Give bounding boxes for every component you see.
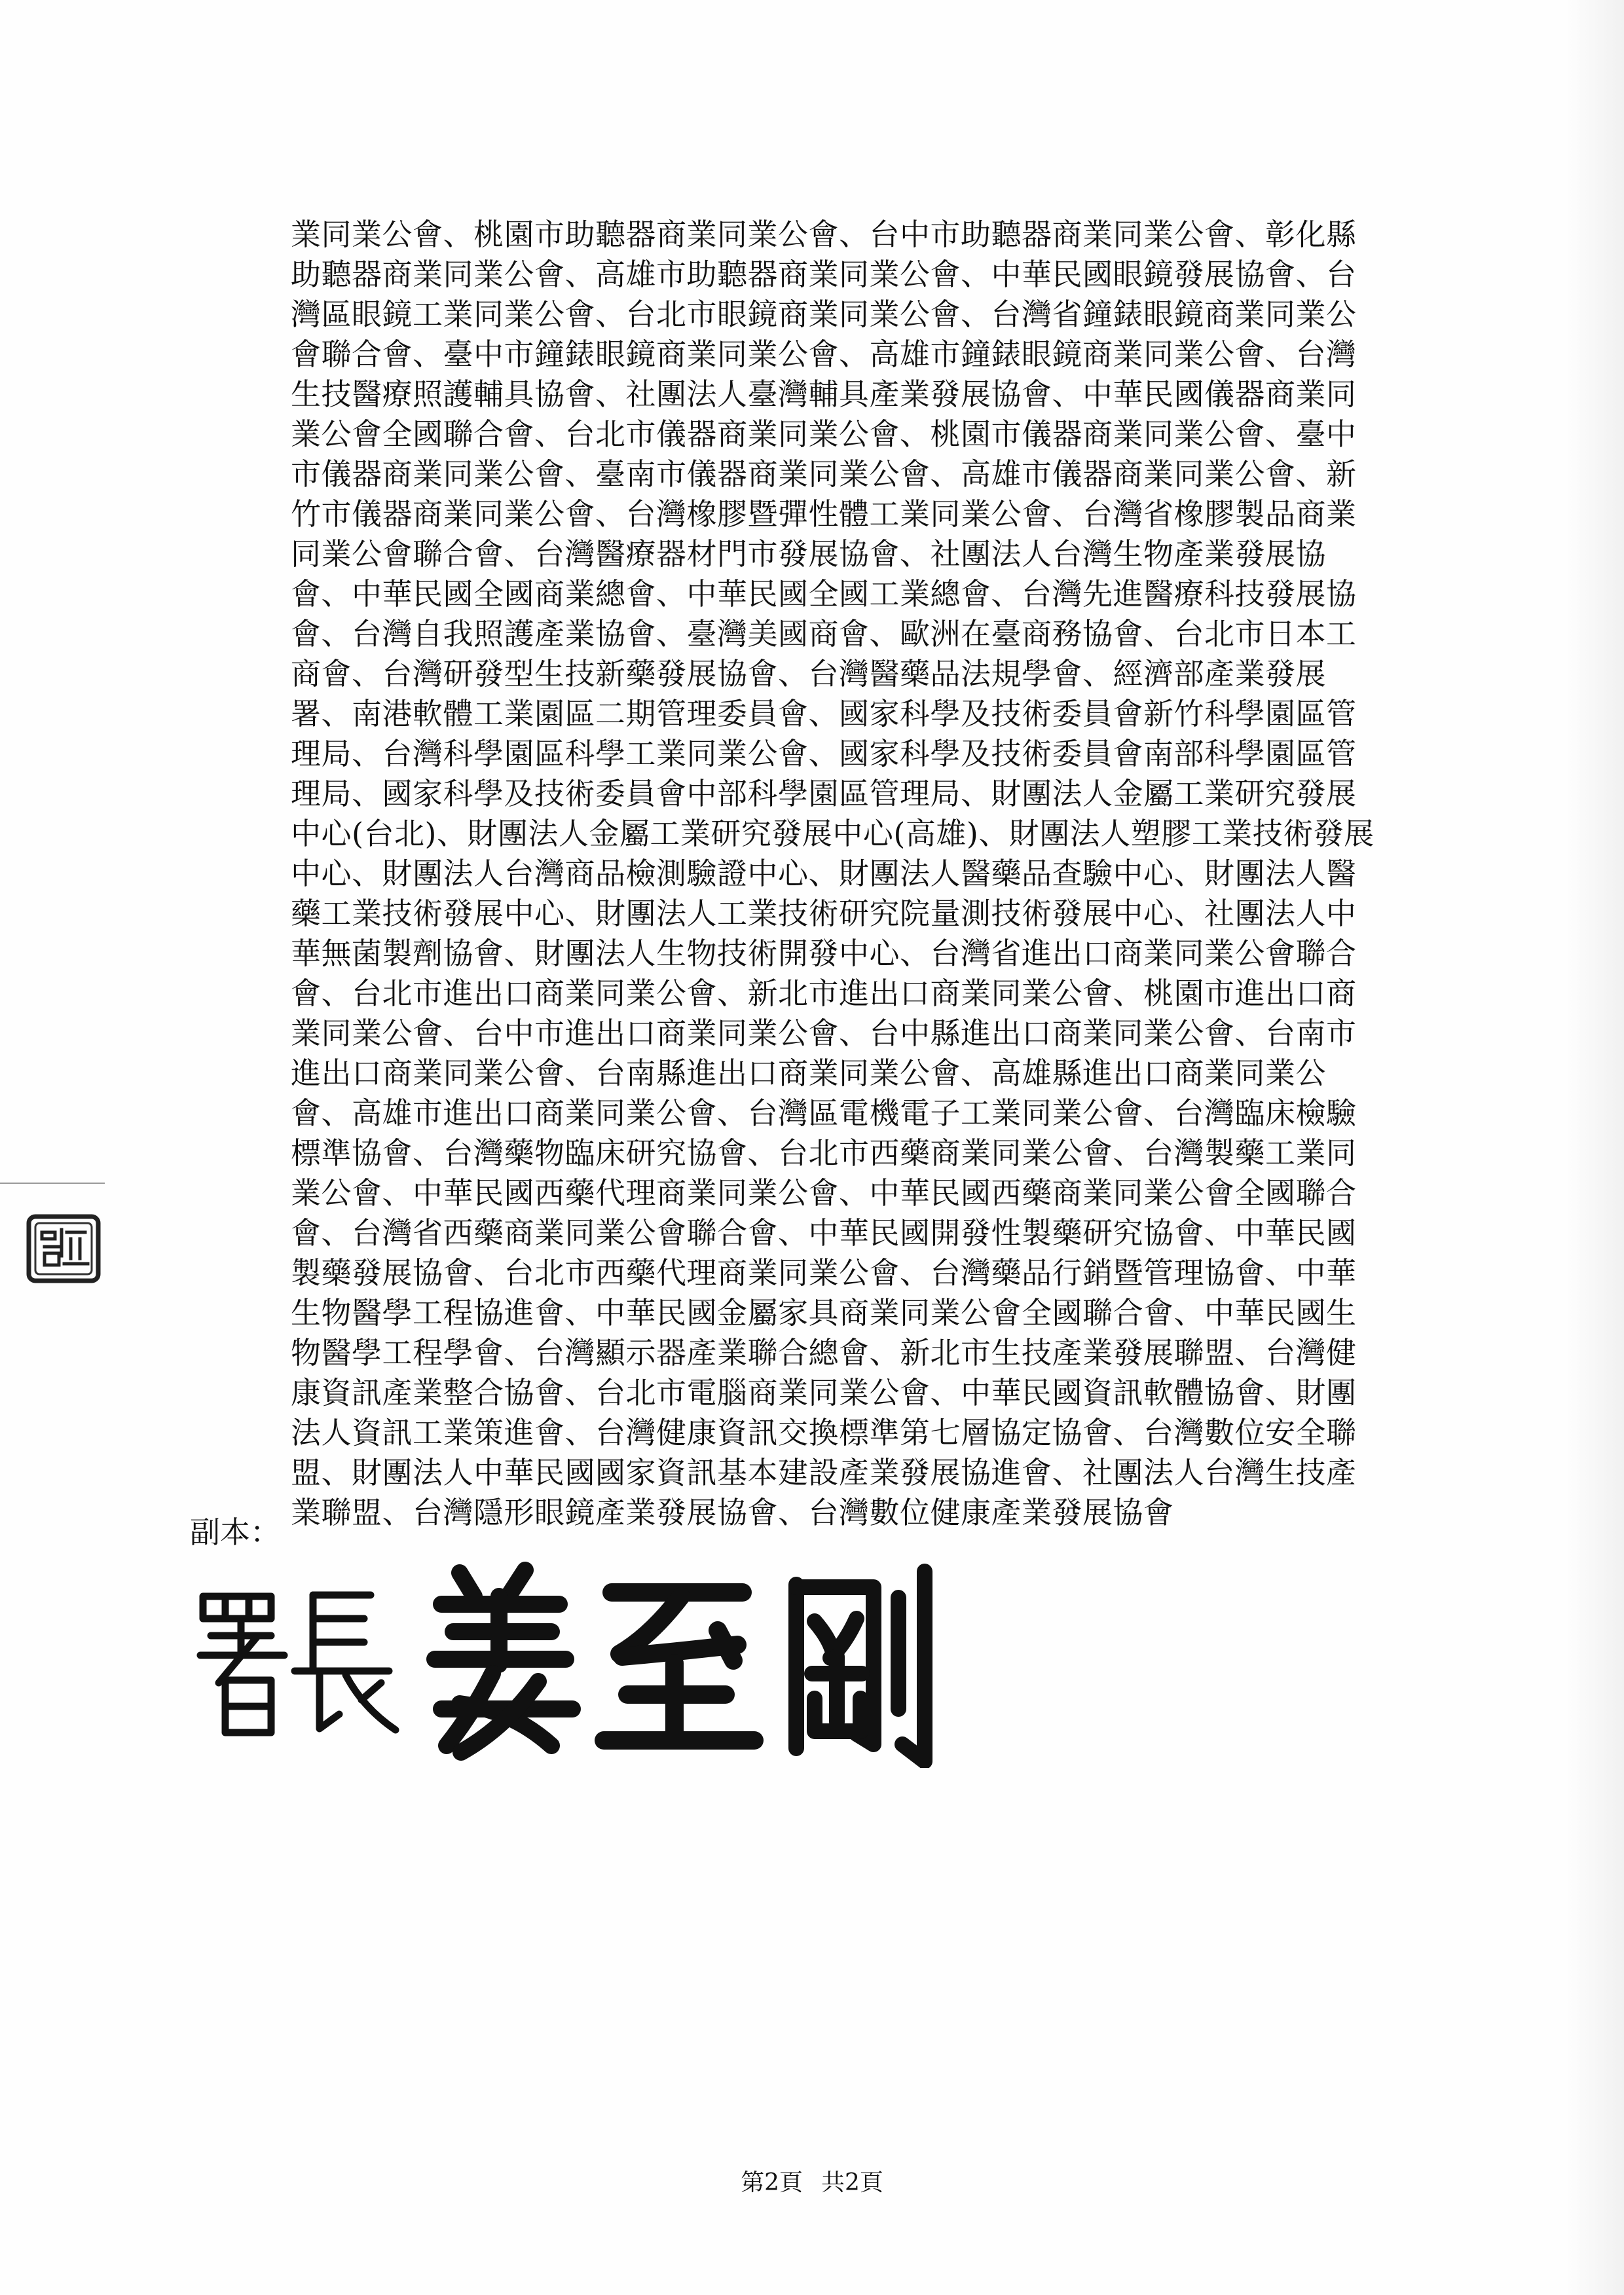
recipient-line: 康資訊產業整合協會、台北市電腦商業同業公會、中華民國資訊軟體協會、財團	[291, 1375, 1357, 1410]
recipient-line: 署、南港軟體工業園區二期管理委員會、國家科學及技術委員會新竹科學園區管	[291, 696, 1357, 731]
page-current: 第2頁	[741, 2169, 803, 2196]
perforation-seal-stamp	[25, 1210, 102, 1287]
recipient-line: 理局、台灣科學園區科學工業同業公會、國家科學及技術委員會南部科學園區管	[291, 736, 1357, 771]
recipient-line: 進出口商業同業公會、台南縣進出口商業同業公會、高雄縣進出口商業同業公	[291, 1056, 1326, 1091]
recipient-line: 灣區眼鏡工業同業公會、台北市眼鏡商業同業公會、台灣省鐘錶眼鏡商業同業公	[291, 297, 1357, 332]
recipient-line: 華無菌製劑協會、財團法人生物技術開發中心、台灣省進出口商業同業公會聯合	[291, 936, 1357, 971]
recipient-line: 業聯盟、台灣隱形眼鏡產業發展協會、台灣數位健康產業發展協會	[291, 1495, 1174, 1530]
recipient-line: 製藥發展協會、台北市西藥代理商業同業公會、台灣藥品行銷暨管理協會、中華	[291, 1255, 1357, 1291]
recipient-line: 會、台灣自我照護產業協會、臺灣美國商會、歐洲在臺商務協會、台北市日本工	[291, 616, 1357, 652]
recipient-line: 中心、財團法人台灣商品檢測驗證中心、財團法人醫藥品查驗中心、財團法人醫	[291, 856, 1357, 891]
recipient-line: 藥工業技術發展中心、財團法人工業技術研究院量測技術發展中心、社團法人中	[291, 896, 1357, 931]
recipient-line: 會聯合會、臺中市鐘錶眼鏡商業同業公會、高雄市鐘錶眼鏡商業同業公會、台灣	[291, 337, 1357, 372]
signature-calligraphy-image	[185, 1558, 938, 1768]
page-total: 共2頁	[821, 2169, 883, 2196]
page-number-footer	[0, 2167, 1624, 2199]
recipient-line: 生物醫學工程協進會、中華民國金屬家具商業同業公會全國聯合會、中華民國生	[291, 1295, 1357, 1331]
recipients-list	[291, 215, 1469, 1533]
recipient-line: 業公會全國聯合會、台北市儀器商業同業公會、桃園市儀器商業同業公會、臺中	[291, 416, 1357, 452]
recipient-line: 商會、台灣研發型生技新藥發展協會、台灣醫藥品法規學會、經濟部產業發展	[291, 656, 1326, 691]
recipient-line: 市儀器商業同業公會、臺南市儀器商業同業公會、高雄市儀器商業同業公會、新	[291, 456, 1357, 492]
recipient-line: 會、台灣省西藥商業同業公會聯合會、中華民國開發性製藥研究協會、中華民國	[291, 1215, 1357, 1251]
recipient-line: 業同業公會、台中市進出口商業同業公會、台中縣進出口商業同業公會、台南市	[291, 1016, 1357, 1051]
scan-edge-shadow	[1565, 0, 1624, 2295]
recipient-line: 生技醫療照護輔具協會、社團法人臺灣輔具產業發展協會、中華民國儀器商業同	[291, 376, 1357, 412]
recipient-line: 法人資訊工業策進會、台灣健康資訊交換標準第七層協定協會、台灣數位安全聯	[291, 1415, 1357, 1450]
recipient-line: 業公會、中華民國西藥代理商業同業公會、中華民國西藥商業同業公會全國聯合	[291, 1175, 1357, 1211]
cc-label: 副本：	[190, 1515, 280, 1550]
recipient-line: 同業公會聯合會、台灣醫療器材門市發展協會、社團法人台灣生物產業發展協	[291, 536, 1326, 572]
recipient-line: 標準協會、台灣藥物臨床研究協會、台北市西藥商業同業公會、台灣製藥工業同	[291, 1135, 1357, 1171]
seal-stamp-icon	[25, 1210, 102, 1287]
recipient-line: 會、中華民國全國商業總會、中華民國全國工業總會、台灣先進醫療科技發展協	[291, 576, 1357, 612]
director-signature	[185, 1558, 938, 1768]
recipient-line: 中心(台北)、財團法人金屬工業研究發展中心(高雄)、財團法人塑膠工業技術發展	[291, 816, 1375, 851]
recipient-line: 理局、國家科學及技術委員會中部科學園區管理局、財團法人金屬工業研究發展	[291, 776, 1357, 811]
recipient-line: 業同業公會、桃園市助聽器商業同業公會、台中市助聽器商業同業公會、彰化縣	[291, 217, 1357, 252]
recipient-line: 盟、財團法人中華民國國家資訊基本建設產業發展協進會、社團法人台灣生技產	[291, 1455, 1357, 1490]
recipient-line: 物醫學工程學會、台灣顯示器產業聯合總會、新北市生技產業發展聯盟、台灣健	[291, 1335, 1357, 1370]
recipient-line: 會、台北市進出口商業同業公會、新北市進出口商業同業公會、桃園市進出口商	[291, 976, 1357, 1011]
recipient-line: 竹市儀器商業同業公會、台灣橡膠暨彈性體工業同業公會、台灣省橡膠製品商業	[291, 496, 1357, 532]
recipient-line: 助聽器商業同業公會、高雄市助聽器商業同業公會、中華民國眼鏡發展協會、台	[291, 257, 1357, 292]
recipient-line: 會、高雄市進出口商業同業公會、台灣區電機電子工業同業公會、台灣臨床檢驗	[291, 1095, 1357, 1131]
margin-binding-line	[0, 1183, 105, 1184]
